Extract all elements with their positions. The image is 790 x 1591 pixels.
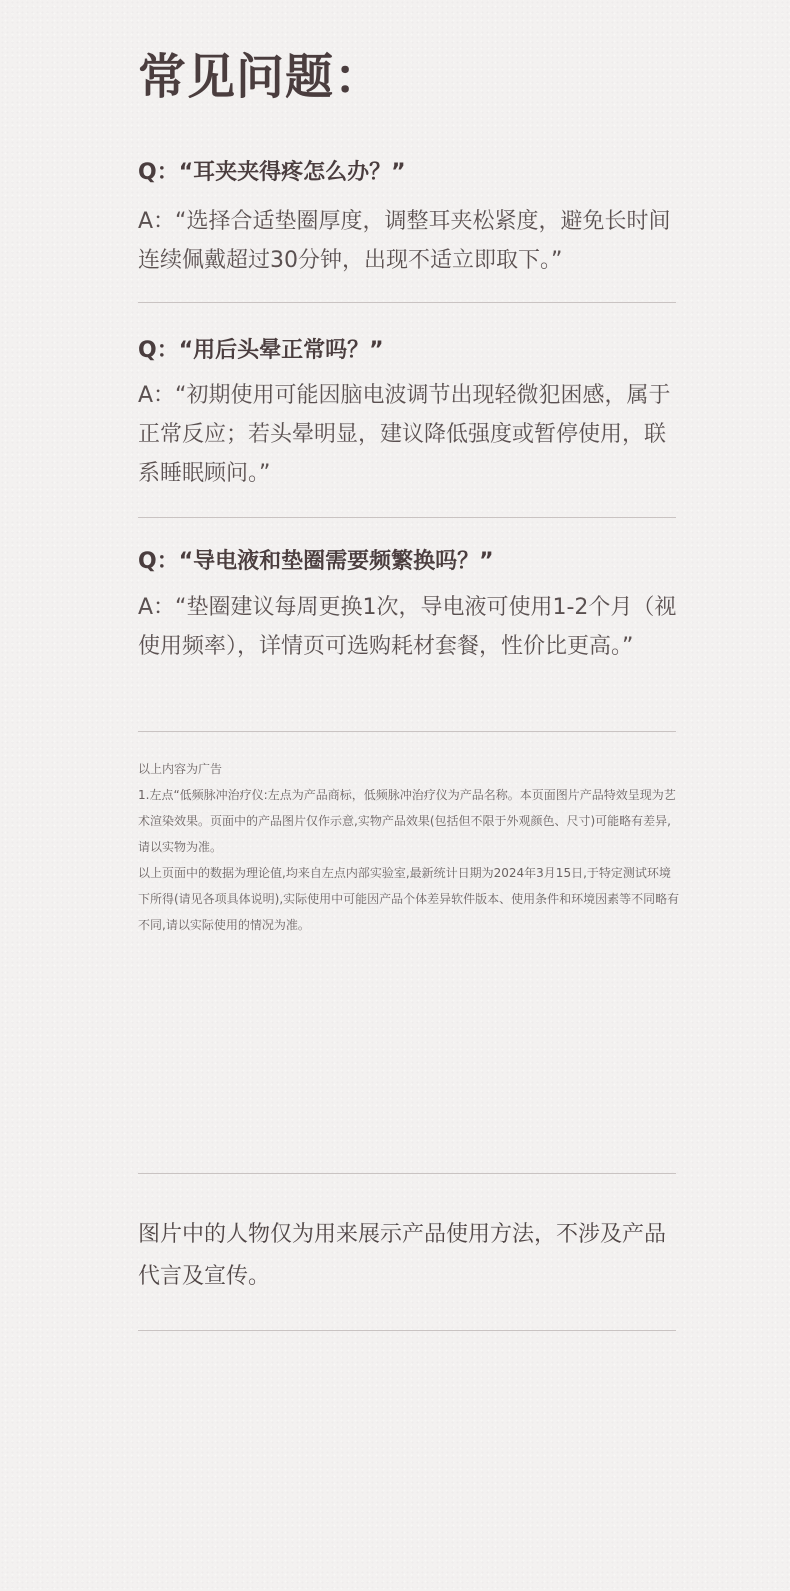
ad-notes <box>138 756 680 938</box>
page-title: 常见问题： <box>138 49 384 105</box>
note-paragraph: 以上页面中的数据为理论值,均来自左点内部实验室,最新统计日期为2024年3月15日,于特定测试环境下所得(请见各项具体说明),实际使用中可能因产品个体差异软件版本、使用条件和环境因素等不同略有不同,请以实际使用的情况为准。 <box>138 866 680 932</box>
note-paragraph: 1.左点“低频脉冲治疗仪:左点为产品商标，低频脉冲治疗仪为产品名称。本页面图片产品特效呈现为艺术渲染效果。页面中的产品图片仅作示意,实物产品效果(包括但不限于外观颜色、尺寸)可能略有差异,请以实物为准。 <box>138 788 676 854</box>
faq-question-3: Q：“导电液和垫圈需要频繁换吗？” <box>138 549 494 574</box>
faq-question-2: Q：“用后头晕正常吗？” <box>138 338 384 363</box>
divider <box>138 517 676 518</box>
faq-answer-1: A：“选择合适垫圈厚度，调整耳夹松紧度，避免长时间连续佩戴超过30分钟，出现不适立即取下。” <box>138 209 671 273</box>
faq-answer-2: A：“初期使用可能因脑电波调节出现轻微犯困感，属于正常反应；若头晕明显，建议降低强度或暂停使用，联系睡眠顾问。” <box>138 383 671 486</box>
divider <box>138 1173 676 1174</box>
divider <box>138 1330 676 1331</box>
faq-question-1: Q：“耳夹夹得疼怎么办？” <box>138 160 406 185</box>
divider <box>138 731 676 732</box>
divider <box>138 302 676 303</box>
ad-label: 以上内容为广告 <box>138 762 223 776</box>
faq-answer-3: A：“垫圈建议每周更换1次，导电液可使用1-2个月（视使用频率），详情页可选购耗材套餐，性价比更高。” <box>138 595 677 659</box>
model-disclaimer: 图片中的人物仅为用来展示产品使用方法，不涉及产品代言及宣传。 <box>138 1222 667 1289</box>
